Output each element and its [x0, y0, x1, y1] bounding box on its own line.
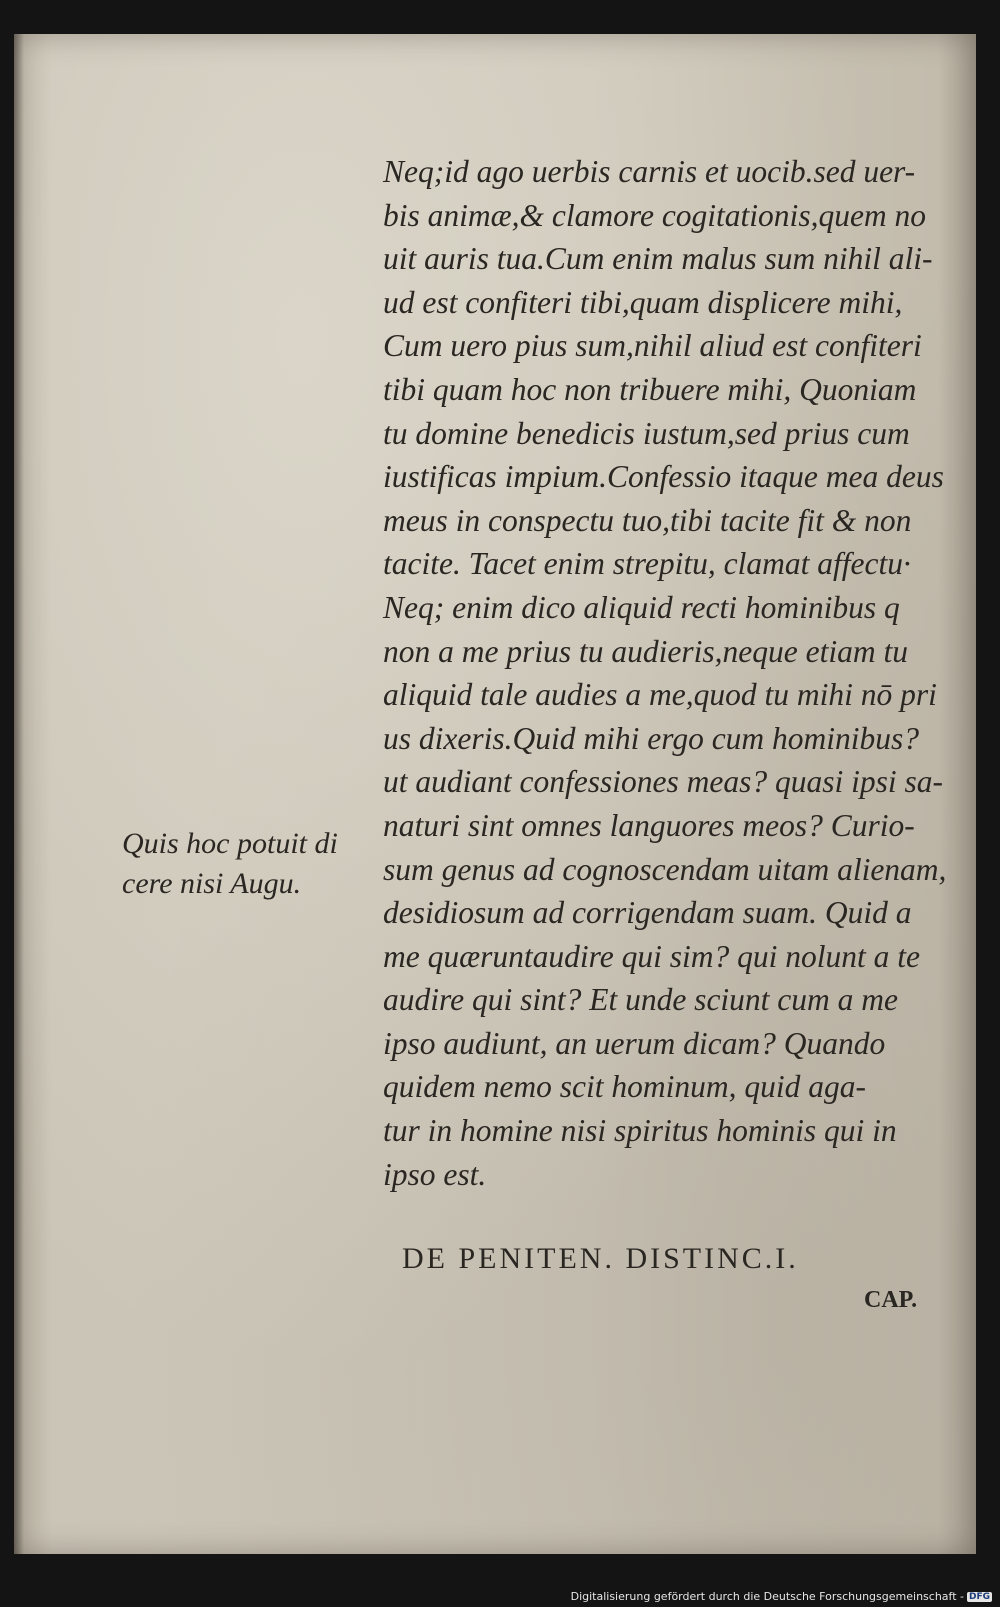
text-line: non a me prius tu audieris,neque etiam tu — [383, 633, 908, 669]
text-line: aliquid tale audies a me,quod tu mihi nō pri — [383, 677, 937, 713]
text-line: ut audiant confessiones meas? quasi ipsi sa- — [383, 764, 943, 800]
text-line: meus in conspectu tuo,tibi tacite fit & non — [383, 502, 912, 538]
text-line: ud est confiteri tibi,quam displicere mihi, — [383, 284, 903, 320]
text-line: Neq;id ago uerbis carnis et uocib.sed uer- — [383, 154, 916, 189]
section-heading: DE PENITEN. DISTINC.I. — [402, 1242, 799, 1275]
text-line: audire qui sint? Et unde sciunt cum a me — [383, 982, 899, 1018]
text-line: ipso est. — [383, 1156, 487, 1192]
dfg-logo-icon: DFG — [968, 1591, 990, 1602]
text-line: Cum uero pius sum,nihil aliud est confiteri — [383, 328, 922, 364]
text-line: us dixeris.Quid mihi ergo cum hominibus? — [383, 720, 920, 756]
catchword: CAP. — [864, 1287, 918, 1313]
text-line: tacite. Tacet enim strepitu, clamat affectu· — [383, 546, 911, 582]
text-line: Neq; enim dico aliquid recti hominibus q — [383, 589, 900, 625]
text-line: tu domine benedicis iustum,sed prius cum — [383, 415, 910, 451]
text-line: tur in homine nisi spiritus hominis qui in — [383, 1113, 897, 1149]
text-line: uit auris tua.Cum enim malus sum nihil ali- — [383, 241, 933, 277]
text-line: me quæruntaudire qui sim? qui nolunt a te — [383, 938, 920, 974]
text-line: sum genus ad cognoscendam uitam alienam, — [383, 851, 947, 887]
marginal-note — [122, 824, 372, 904]
text-line: tibi quam hoc non tribuere mihi, Quoniam — [383, 371, 917, 407]
marginal-line: cere nisi Augu. — [122, 867, 302, 900]
book-page — [14, 34, 976, 1554]
marginal-line: Quis hoc potuit di — [122, 827, 338, 860]
text-line: quidem nemo scit hominum, quid aga- — [383, 1069, 866, 1105]
text-line: ipso audiunt, an uerum dicam? Quando — [383, 1025, 886, 1061]
text-line: iustificas impium.Confessio itaque mea deus — [383, 459, 944, 495]
page-gutter-shadow — [14, 34, 24, 1554]
text-line: naturi sint omnes languores meos? Curio- — [383, 807, 915, 843]
text-line: desidiosum ad corrigendam suam. Quid a — [383, 895, 912, 931]
credit-text: Digitalisierung gefördert durch die Deutsche Forschungsgemeinschaft - — [570, 1590, 964, 1603]
text-line: bis animæ,& clamore cogitationis,quem no — [383, 197, 927, 233]
digitization-credit — [571, 1590, 992, 1603]
main-text-block — [383, 150, 947, 1196]
